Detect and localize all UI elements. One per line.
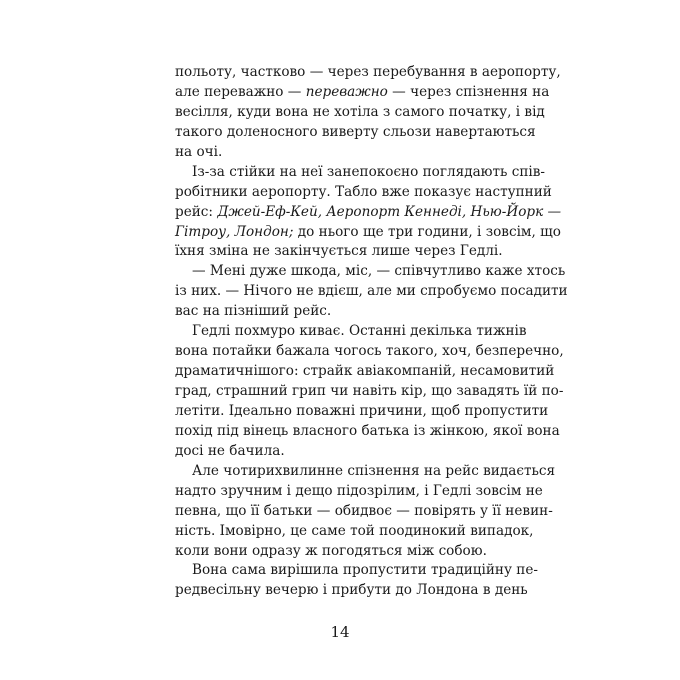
text-run: летіти. Ідеально поважні причини, щоб пропустити [175, 402, 549, 419]
text-line [175, 342, 564, 362]
text-run: але переважно — [175, 83, 306, 100]
paragraph [175, 262, 568, 322]
text-line [175, 203, 562, 223]
text-run: на очі. [175, 143, 223, 160]
text-line [175, 242, 512, 262]
text-run: редвесільну вечерю і прибути до Лондона в день [175, 582, 528, 599]
text-line [175, 223, 561, 243]
text-line [175, 542, 512, 562]
italic-text: переважно [305, 83, 388, 100]
text-line [175, 402, 549, 422]
text-line [175, 302, 512, 322]
text-run: драматичнішого: страйк авіакомпаній, несамовитий [175, 363, 555, 380]
text-line [175, 462, 556, 482]
text-line [175, 581, 528, 601]
text-line [175, 442, 512, 462]
text-run: коли вони одразу ж погодяться між собою. [175, 542, 487, 559]
text-line [175, 422, 560, 442]
page-number: 14 [330, 623, 350, 641]
text-run: Гедлі похмуро киває. Останні декілька тижнів [192, 323, 527, 340]
text-run: Вона сама вирішила пропустити традиційну пе- [192, 562, 538, 579]
text-line [175, 482, 543, 502]
paragraph [175, 63, 561, 163]
text-line [175, 522, 534, 542]
text-run: Із-за стійки на неї занепокоєно поглядають спів- [192, 163, 546, 180]
text-line [175, 282, 568, 302]
text-line [175, 63, 561, 83]
text-run: рейс: [175, 203, 218, 220]
paragraph [175, 163, 562, 263]
text-line [175, 322, 527, 342]
text-run: надто зручним і дещо підозрілим, і Гедлі зовсім не [175, 482, 543, 499]
text-run: вас на пізніший рейс. [175, 303, 332, 320]
text-run: робітники аеропорту. Табло вже показує наступний [175, 183, 552, 200]
text-line [175, 382, 564, 402]
text-run: град, страшний грип чи навіть кір, що завадять їй по- [175, 383, 564, 399]
text-line [175, 163, 546, 183]
text-run: — через спізнення на [387, 83, 550, 100]
text-run: ність. Імовірно, це саме той поодинокий випадок, [175, 522, 534, 539]
text-run: їхня зміна не закінчується лише через Гедлі. [175, 243, 503, 260]
text-run: до нього ще три години, і зовсім, що [293, 223, 561, 240]
text-run: досі не бачила. [175, 442, 285, 459]
text-line [175, 362, 555, 382]
text-line [175, 123, 536, 143]
text-line [175, 262, 566, 282]
text-line [175, 502, 553, 522]
text-run: весілля, куди вона не хотіла з самого початку, і від [175, 103, 545, 120]
paragraph [175, 322, 564, 462]
text-run: такого доленосного виверту сльози навертаються [175, 123, 536, 140]
text-run: вона потайки бажала чогось такого, хоч, безперечно, [175, 343, 564, 360]
text-run: певна, що її батьки — обидвоє — повірять у її невин- [175, 502, 553, 519]
text-line [175, 561, 538, 581]
italic-text: Джей-Еф-Кей, Аеропорт Кеннеді, Нью-Йорк — [217, 203, 562, 220]
paragraph [175, 462, 556, 562]
italic-text: Гітроу, Лондон; [175, 223, 294, 240]
paragraph [175, 561, 538, 601]
text-line [175, 83, 550, 103]
text-line [175, 103, 545, 123]
text-run: із них. — Нічого не вдієш, але ми спробуємо посадити [175, 283, 568, 300]
text-run: польоту, частково — через перебування в аеропорту, [175, 64, 561, 80]
text-run: Але чотирихвилинне спізнення на рейс видається [192, 462, 556, 479]
body-text [175, 63, 568, 601]
text-run: похід під вінець власного батька із жінкою, якої вона [175, 422, 560, 439]
text-run: — Мені дуже шкода, міс, — співчутливо каже хтось [192, 263, 566, 280]
text-line [175, 143, 512, 163]
text-line [175, 183, 552, 203]
